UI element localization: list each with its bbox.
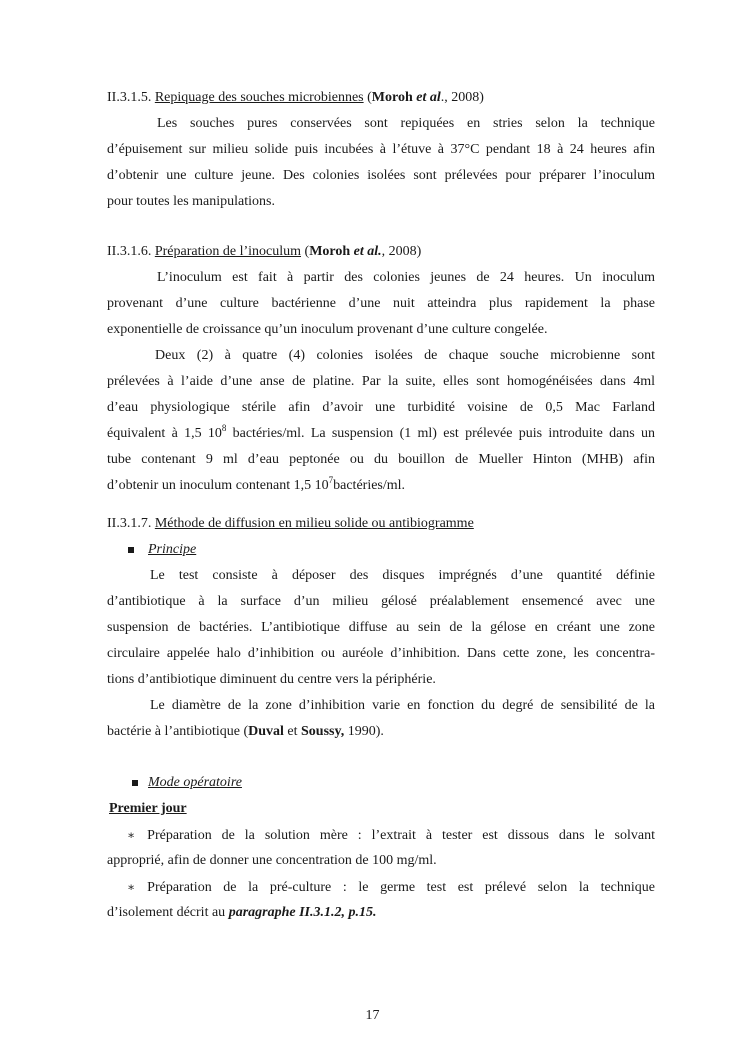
section-number: II.3.1.6. [107,244,152,259]
citation-author: Moroh [309,244,351,259]
paragraph-line: pour toutes les manipulations. [107,194,275,209]
subheading-label: Principe [148,542,197,557]
text-run: bactéries/ml. [333,478,406,493]
paragraph-line: tube contenant 9 ml d’eau peptonée ou du bouillon de Mueller Hinton (MHB) afin [107,452,655,467]
section-title: Préparation de l’inoculum [154,244,302,259]
text-run: d’isolement décrit au [107,905,229,920]
premier-jour-label: Premier jour [109,801,187,816]
section-number: II.3.1.5. [107,90,152,105]
list-item [127,878,655,897]
paragraph-line: tions d’antibiotique diminuent du centre vers la périphérie. [107,672,436,687]
subheading-label: Mode opératoire [148,775,242,790]
text-run: Préparation de la solution mère : l’extrait à tester est dissous dans le solvant [147,828,655,843]
paragraph-line [107,723,655,741]
citation-etal: et al. [353,244,382,259]
asterisk-bullet-icon: ∗ [127,880,136,894]
text-run: et [283,724,302,739]
paragraph-line: circulaire appelée halo d’inhibition ou auréole d’inhibition. Dans cette zone, les concentra- [107,646,655,661]
section-title: Repiquage des souches microbiennes [154,90,364,105]
paragraph-line: d’eau physiologique stérile afin d’avoir une turbidité voisine de 0,5 Mac Farland [107,400,655,415]
text-run: bactérie à l’antibiotique ( [107,724,249,739]
section-title: Méthode de diffusion en milieu solide ou antibiogramme [154,516,474,531]
exponent: 8 [221,423,227,433]
exponent: 7 [328,475,334,485]
section-number: II.3.1.7. [107,516,152,531]
cross-reference: paragraphe II.3.1.2, p.15. [228,905,377,920]
paragraph-line: exponentielle de croissance qu’un inoculum provenant d’une culture congelée. [107,322,548,337]
text-run: équivalent à 1,5 10 [107,426,222,441]
paragraph-line: provenant d’une culture bactérienne d’une nuit atteindra plus rapidement la phase [107,296,655,311]
citation-open: ( [304,244,310,259]
paragraph-line [107,904,655,922]
text-run: Préparation de la pré-culture : le germe test est prélevé selon la technique [147,880,655,895]
citation-author: Duval [248,724,284,739]
paragraph-line: L’inoculum est fait à partir des colonies jeunes de 24 heures. Un inoculum [157,270,655,285]
paragraph-line: Le diamètre de la zone d’inhibition varie en fonction du degré de sensibilité de la [150,698,655,713]
paragraph-line: Les souches pures conservées sont repiquées en stries selon la technique [157,116,655,131]
text-run: bactéries/ml. La suspension (1 ml) est prélevée puis introduite dans un [226,426,656,441]
paragraph-line: suspension de bactéries. L’antibiotique diffuse au sein de la gélose en créant une zone [107,620,655,635]
paragraph-line: prélevées à l’aide d’une anse de platine. Par la suite, elles sont homogénéisées dans 4ml [107,374,655,389]
section-heading-2-3-1-6 [107,243,655,261]
page-number: 17 [365,1008,380,1023]
square-bullet-icon [132,780,138,786]
paragraph-line: approprié, afin de donner une concentration de 100 mg/ml. [107,853,437,868]
paragraph-line [107,425,655,443]
citation-rest: ., 2008) [440,90,484,105]
subheading-principe [128,541,676,559]
citation-rest: , 2008) [381,244,422,259]
citation-author: Soussy, [301,724,345,739]
paragraph-line: Le test consiste à déposer des disques imprégnés d’une quantité définie [150,568,655,583]
section-heading-2-3-1-5 [107,89,655,107]
citation-open: ( [367,90,372,105]
paragraph-line: d’antibiotique à la surface d’un milieu gélosé préalablement ensemencé avec une [107,594,655,609]
citation-author: Moroh [371,90,413,105]
text-run: d’obtenir un inoculum contenant 1,5 10 [107,478,329,493]
subheading-mode-operatoire [132,774,680,792]
citation-etal: et al [416,90,441,105]
paragraph-line [107,477,655,495]
list-item [127,826,655,845]
section-heading-2-3-1-7 [107,515,655,533]
text-run: 1990). [344,724,384,739]
paragraph-line: d’épuisement sur milieu solide puis incubées à l’étuve à 37°C pendant 18 à 24 heures afin [107,142,655,157]
paragraph-line: Deux (2) à quatre (4) colonies isolées de chaque souche microbienne sont [155,348,655,363]
premier-jour-heading [109,800,657,818]
paragraph-line: d’obtenir une culture jeune. Des colonies isolées sont prélevées pour préparer l’inoculum [107,168,655,183]
square-bullet-icon [128,547,134,553]
asterisk-bullet-icon: ∗ [127,828,136,842]
